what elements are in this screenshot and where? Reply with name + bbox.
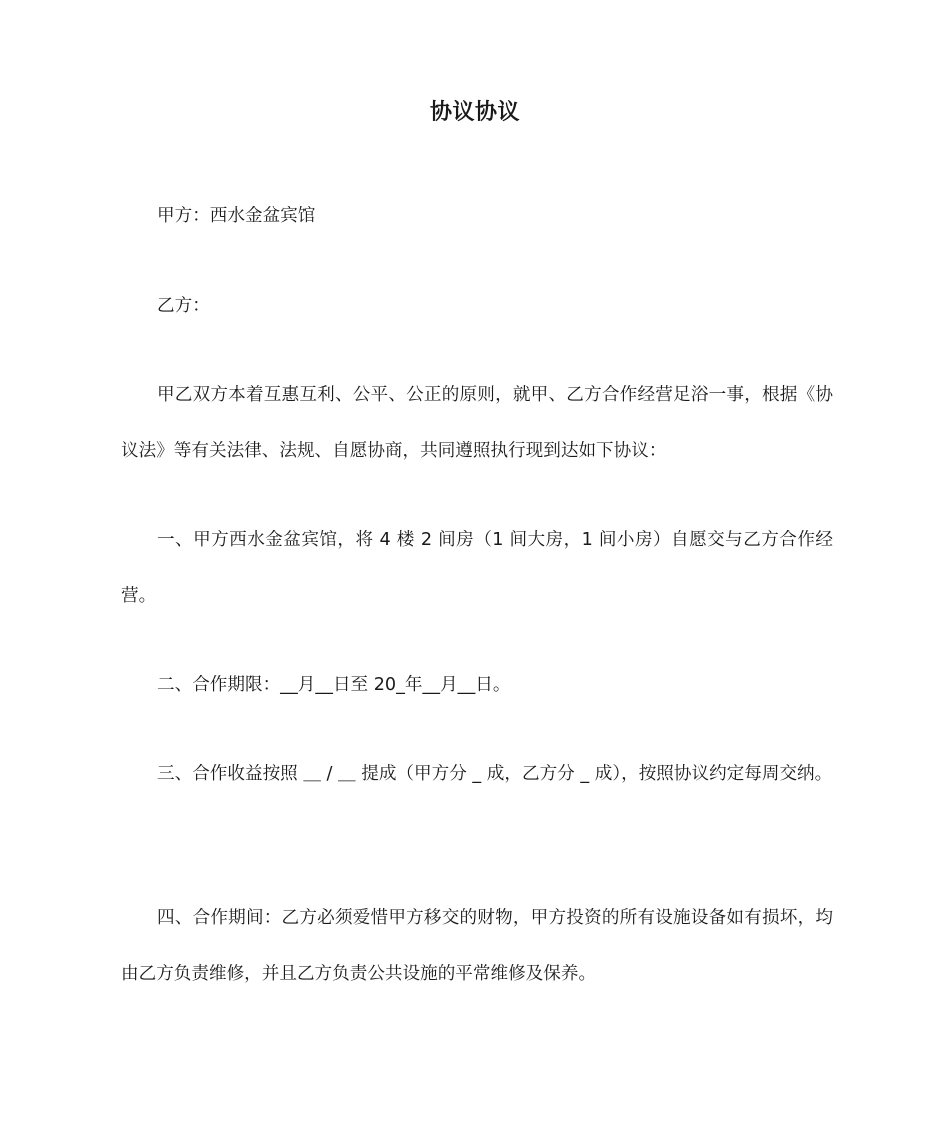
clause-3-paragraph: 三、合作收益按照 ＿ / ＿ 提成（甲方分 _ 成，乙方分 _ 成），按照协议约定每周交纳。 bbox=[157, 764, 833, 784]
party-a-line: 甲方：西水金盆宾馆 bbox=[157, 206, 316, 226]
document-title: 协议协议 bbox=[429, 100, 520, 125]
clause-1-paragraph: 一、甲方西水金盆宾馆，将 4 楼 2 间房（1 间大房，1 间小房）自愿交与乙方合作经营。 bbox=[121, 530, 833, 606]
preamble-paragraph: 甲乙双方本着互惠互利、公平、公正的原则，就甲、乙方合作经营足浴一事，根据《协议法》等有关法律、法规、自愿协商，共同遵照执行现到达如下协议： bbox=[121, 385, 833, 461]
clause-2-paragraph: 二、合作期限：__月__日至 20_年__月__日。 bbox=[157, 675, 511, 695]
party-b-line: 乙方： bbox=[157, 296, 210, 316]
clause-4-paragraph: 四、合作期间：乙方必须爱惜甲方移交的财物，甲方投资的所有设施设备如有损坏，均由乙方负责维修，并且乙方负责公共设施的平常维修及保养。 bbox=[121, 908, 833, 984]
